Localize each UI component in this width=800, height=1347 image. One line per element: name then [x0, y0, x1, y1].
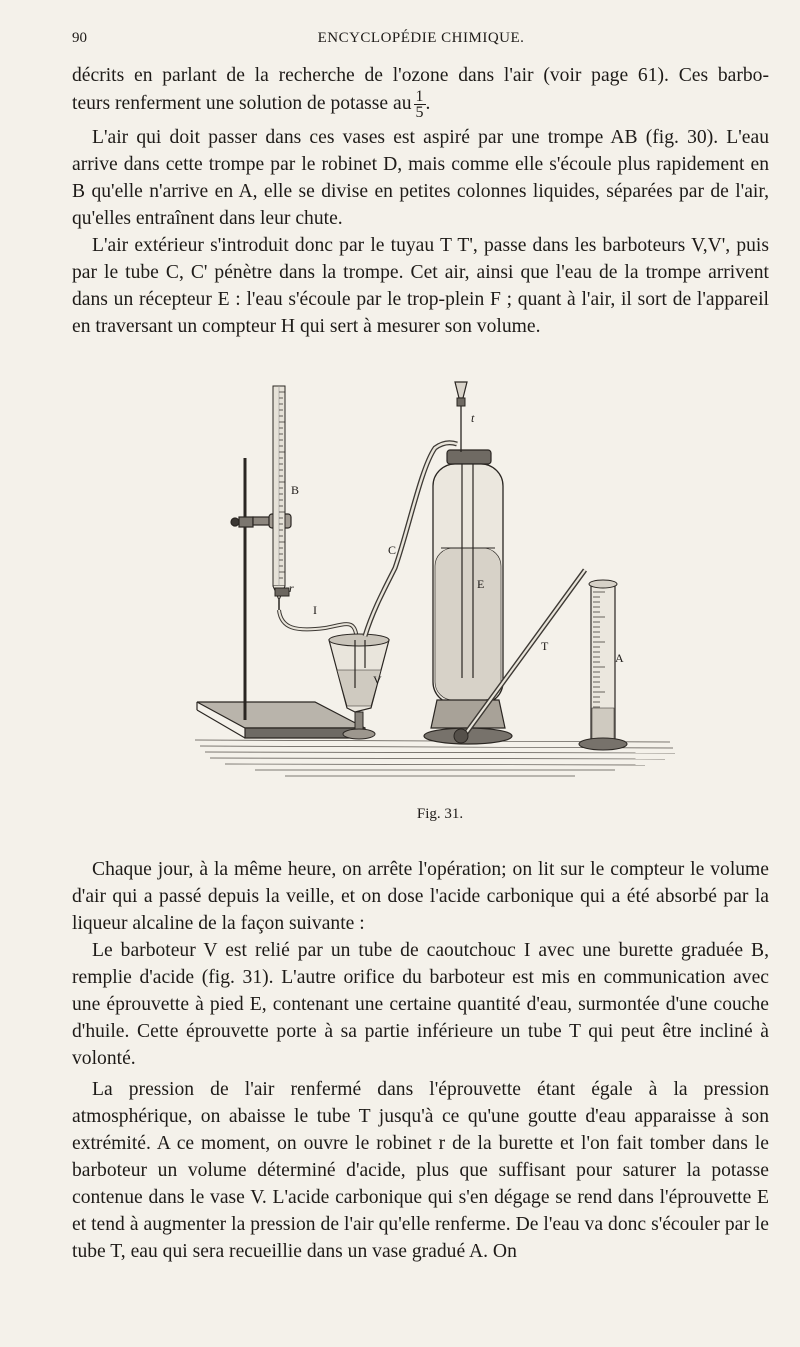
- label-t: t: [471, 411, 475, 425]
- stand-base: [197, 702, 365, 738]
- bottom-text-block: [72, 856, 769, 1265]
- paragraph-2: L'air qui doit passer dans ces vases est aspiré par une trompe AB (fig. 30). L'eau arrive dans cette trompe par le robinet D, mais comme elle s'écoule plus rapidement en B qu'elle n'arrive en A, elle se divise en petites colonnes liquides, séparées par de l'air, qu'elles entraînent dans leur chute.: [72, 127, 769, 229]
- label-T: T: [541, 639, 549, 653]
- paragraph-1-end: .: [425, 93, 431, 114]
- top-text-block: [72, 62, 769, 340]
- label-r: r: [289, 581, 294, 595]
- page-number: 90: [72, 30, 87, 46]
- paragraph-6: La pression de l'air renfermé dans l'éprouvette étant égale à la pression atmosphérique, on abaisse le tube T jusqu'à ce qu'une goutte d'eau apparaisse à son extrémité. A ce moment, on ouvre le robinet r de la burette et l'on fait tomber dans le barboteur un volume déterminé d'acide, plus que suffisant pour saturer la potasse contenue dans le vase V. L'acide carbonique qui s'en dégage se rend dans l'éprouvette E et tend à augmenter la pression de l'air qu'elle renferme. De l'eau va donc s'écouler par le tube T, eau qui sera recueillie dans un vase gradué A. On: [72, 1079, 769, 1262]
- eprouvette-E: [424, 450, 512, 744]
- fraction: [414, 89, 426, 120]
- paragraph-1-line-2: [72, 89, 769, 120]
- fraction-numerator: 1: [415, 88, 424, 105]
- label-I: I: [313, 603, 317, 617]
- label-C: C: [388, 543, 397, 557]
- paragraph-5: Le barboteur V est relié par un tube de caoutchouc I avec une burette graduée B, remplie d'acide (fig. 31). L'autre orifice du barboteur est mis en communication avec une éprouvette à pied E, contenant une certaine quantité d'eau, surmontée d'une couche d'huile. Cette éprouvette porte à sa partie inférieure un tube T qui peut être incliné à volonté.: [72, 940, 769, 1069]
- label-E: E: [477, 577, 485, 591]
- paragraph-4: Chaque jour, à la même heure, on arrête l'opération; on lit sur le compteur le volume d'air qui a passé depuis la veille, et on dose l'acide carbonique qui a été absorbé par la liqueur alcaline de la façon suivante :: [72, 859, 769, 934]
- burette-B: [273, 386, 289, 610]
- paragraph-3: L'air extérieur s'introduit donc par le tuyau T T', passe dans les barboteurs V,V', puis par le tube C, C' pénètre dans la trompe. Cet air, ainsi que l'eau de la trompe arrivent dans un récepteur E : l'eau s'écoule par le trop-plein F ; quant à l'air, il sort de l'appareil en traversant un compteur H qui sert à mesurer son volume.: [72, 235, 769, 337]
- graduated-vessel-A: [579, 580, 627, 750]
- label-B: B: [291, 483, 300, 497]
- label-V: V: [373, 673, 382, 687]
- label-A: A: [615, 651, 624, 665]
- paragraph-1-text: teurs renferment une solution de potasse au: [72, 93, 412, 114]
- figure-31: [195, 378, 685, 822]
- figure-caption: Fig. 31.: [416, 806, 464, 822]
- fraction-denominator: 5: [415, 104, 424, 121]
- apparatus-illustration: [195, 378, 685, 798]
- running-title: ENCYCLOPÉDIE CHIMIQUE.: [317, 30, 525, 46]
- paragraph-1-line-1: décrits en parlant de la recherche de l'ozone dans l'air (voir page 61). Ces barbo-: [72, 65, 769, 86]
- page-header: [72, 30, 770, 54]
